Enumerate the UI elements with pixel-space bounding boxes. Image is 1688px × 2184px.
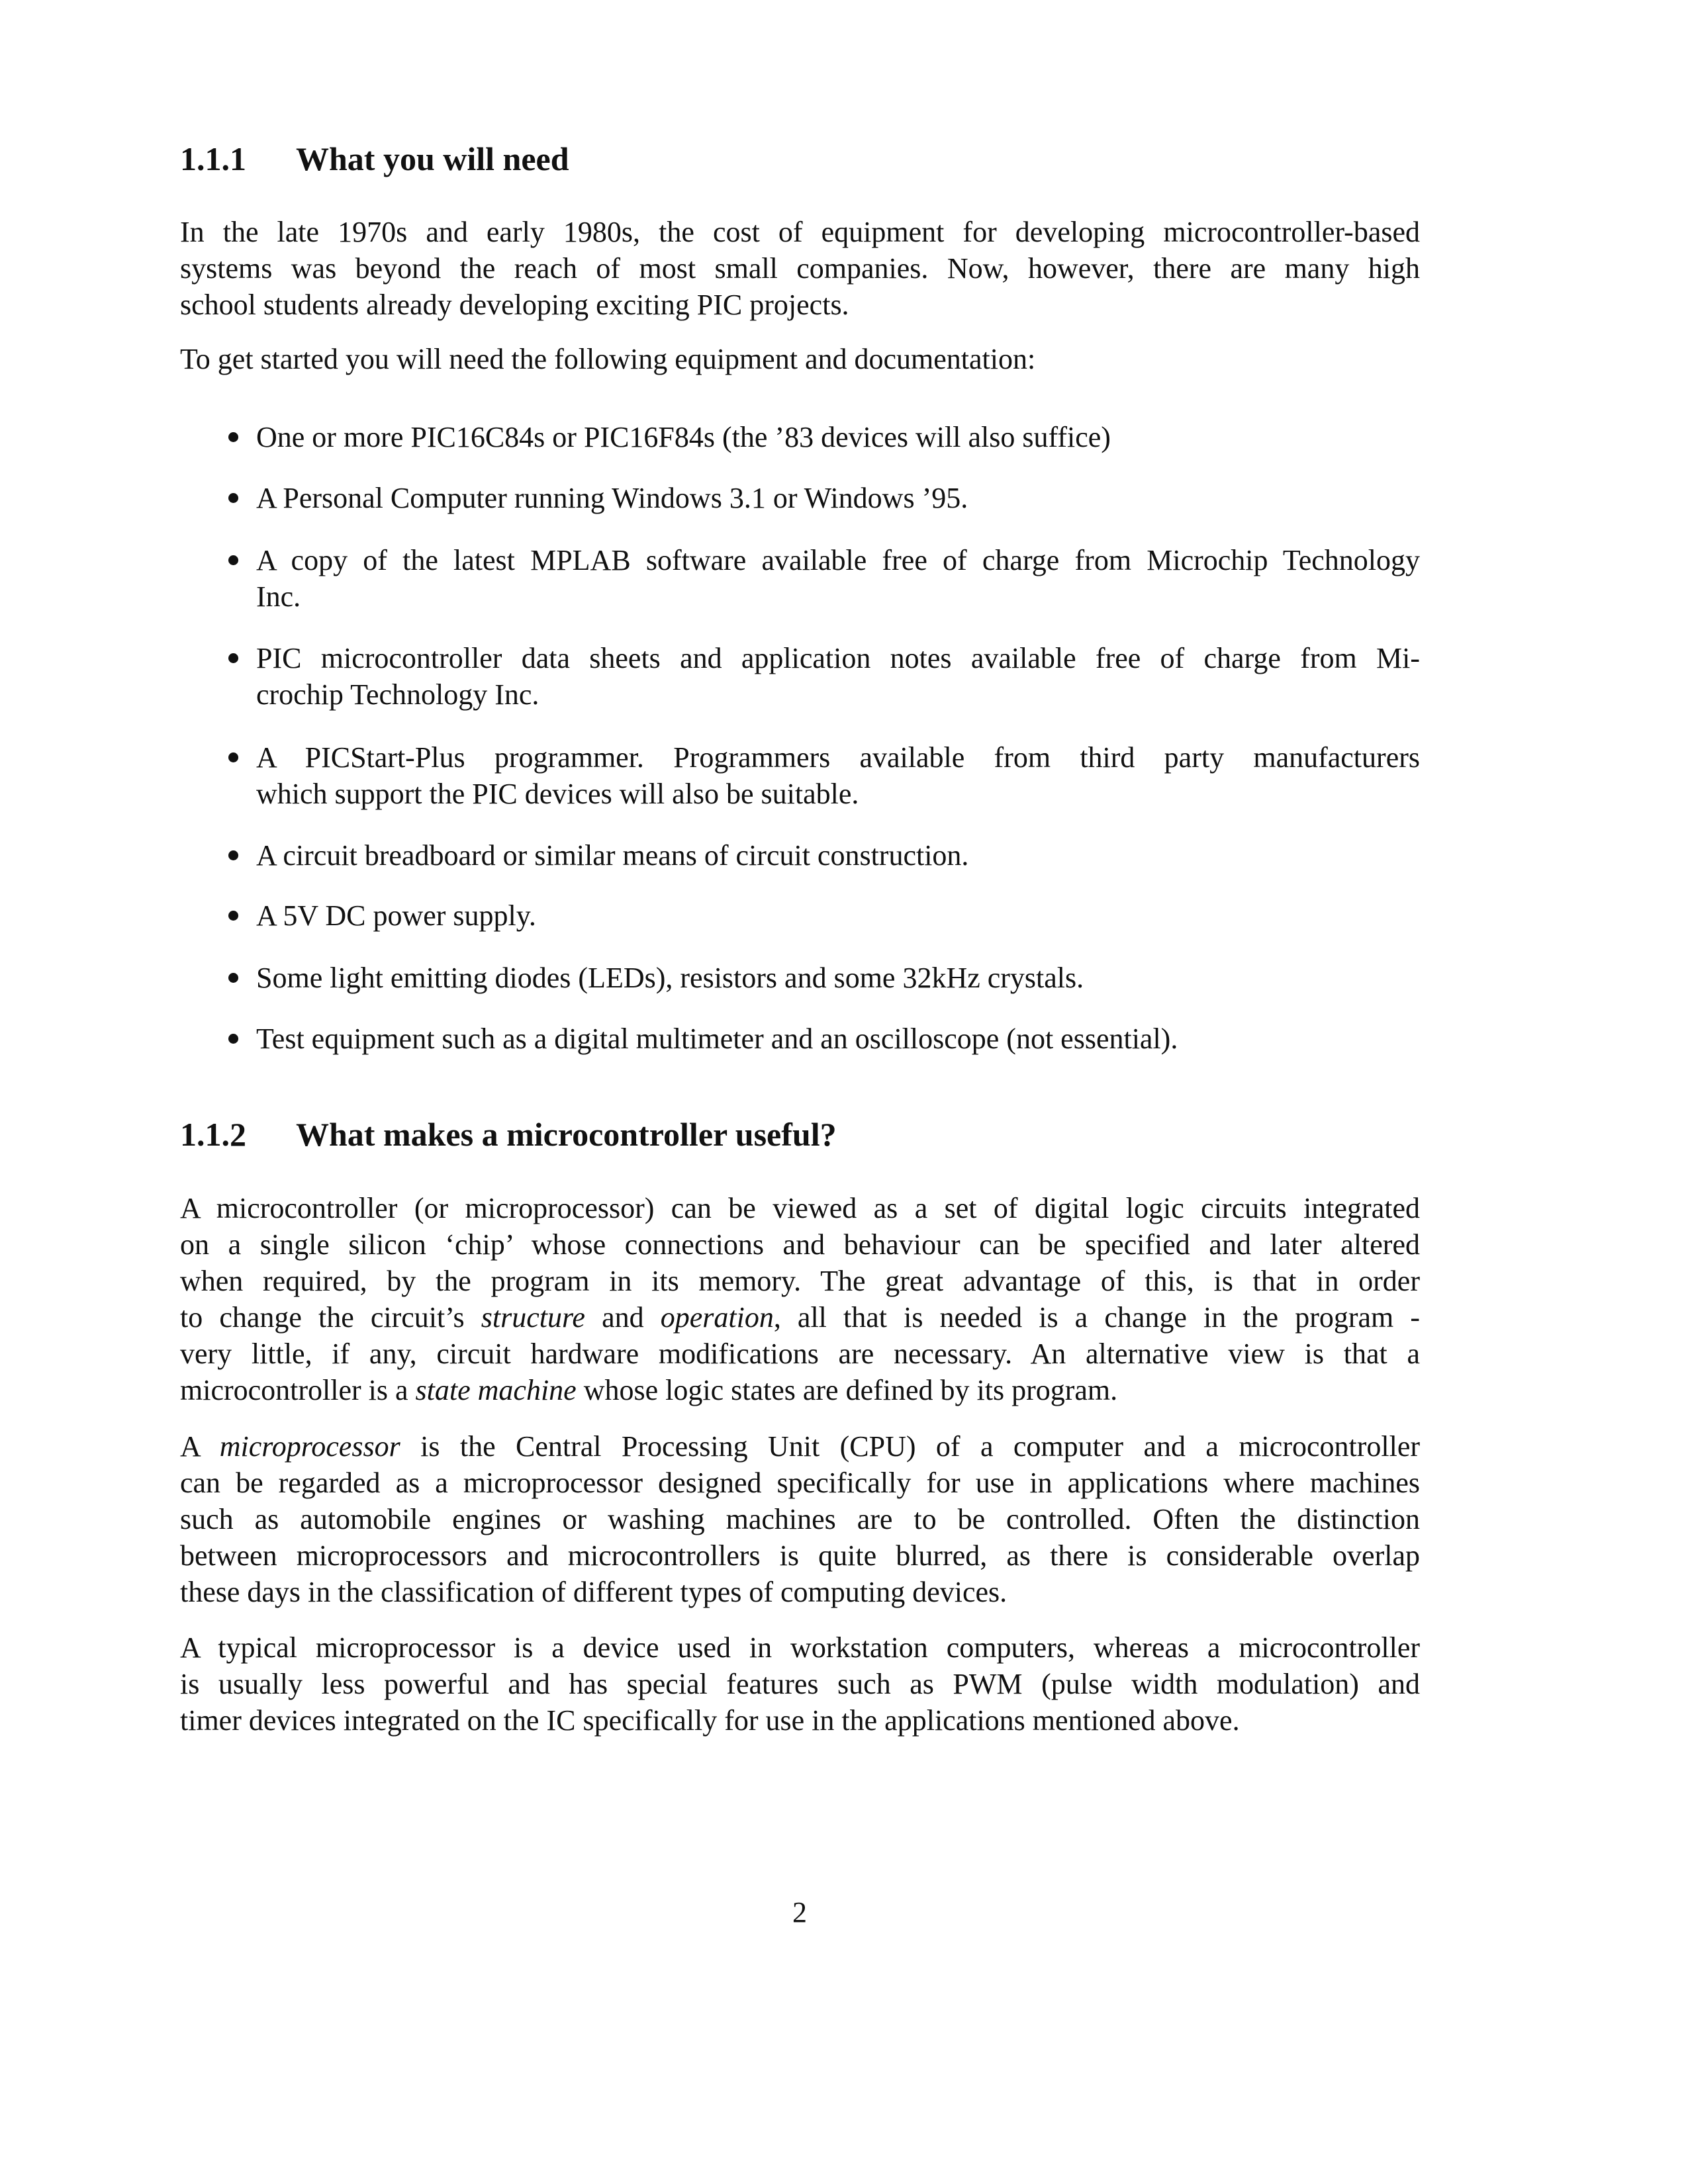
- text-line: [256, 837, 1420, 874]
- bullet-list-item: [256, 480, 1420, 516]
- text-line: [180, 1702, 1420, 1739]
- text-run: Inc.: [256, 580, 301, 613]
- text-run: A Personal Computer running Windows 3.1 or Windows ’95.: [256, 482, 968, 514]
- emphasized-text: structure: [481, 1301, 585, 1334]
- text-line: [180, 1574, 1420, 1610]
- text-line: [180, 1465, 1420, 1501]
- bullet-icon: [228, 911, 238, 921]
- text-line: [180, 1226, 1420, 1263]
- bullet-icon: [228, 850, 238, 860]
- text-run: A circuit breadboard or similar means of circuit construction.: [256, 839, 969, 872]
- bullet-icon: [228, 752, 238, 762]
- text-run: A copy of the latest MPLAB software available free of charge from Microchip Technology: [256, 544, 1420, 576]
- bullet-list-item: [256, 739, 1420, 812]
- text-run: To get started you will need the following equipment and documentation:: [180, 343, 1036, 375]
- text-run: school students already developing exciting PIC projects.: [180, 289, 849, 321]
- text-line: [256, 1021, 1420, 1057]
- text-line: [256, 480, 1420, 516]
- text-line: [256, 578, 1420, 615]
- paragraph: [180, 1190, 1420, 1408]
- paragraph: [180, 214, 1420, 323]
- text-run: and: [585, 1301, 661, 1334]
- text-line: [180, 1336, 1420, 1372]
- text-line: [180, 1190, 1420, 1226]
- bullet-list-item: [256, 1021, 1420, 1057]
- text-line: [256, 640, 1420, 676]
- text-line: [256, 419, 1420, 455]
- text-line: [180, 287, 1420, 323]
- text-line: [180, 1428, 1420, 1465]
- text-run: Test equipment such as a digital multimeter and an oscilloscope (not essential).: [256, 1023, 1178, 1055]
- text-run: A: [180, 1430, 220, 1463]
- emphasized-text: operation: [660, 1301, 774, 1334]
- section-number: 1.1.2: [180, 1116, 246, 1153]
- emphasized-text: state machine: [415, 1374, 577, 1406]
- section-title: What you will need: [296, 140, 569, 177]
- text-run: these days in the classification of different types of computing devices.: [180, 1576, 1008, 1608]
- text-run: very little, if any, circuit hardware modifications are necessary. An alternative view is that a: [180, 1338, 1420, 1370]
- text-run: , all that is needed is a change in the program -: [773, 1301, 1421, 1334]
- bullet-list-item: [256, 640, 1420, 713]
- text-run: whose logic states are defined by its program.: [576, 1374, 1118, 1406]
- text-run: In the late 1970s and early 1980s, the cost of equipment for developing microcontroller-based: [180, 216, 1420, 248]
- section-heading-1-1-2: [180, 1115, 837, 1154]
- text-run: can be regarded as a microprocessor designed specifically for use in applications where machines: [180, 1467, 1420, 1499]
- section-title: What makes a microcontroller useful?: [296, 1116, 837, 1153]
- bullet-list-item: [256, 419, 1420, 455]
- bullet-list-item: [256, 897, 1420, 934]
- text-line: [180, 1629, 1420, 1666]
- bullet-icon: [228, 493, 238, 503]
- text-line: [256, 776, 1420, 812]
- section-heading-1-1-1: [180, 139, 569, 179]
- text-run: such as automobile engines or washing machines are to be controlled. Often the distinction: [180, 1503, 1420, 1535]
- text-run: A 5V DC power supply.: [256, 899, 536, 932]
- paragraph: [180, 1428, 1420, 1610]
- bullet-icon: [228, 432, 238, 442]
- paragraph: [180, 1629, 1420, 1739]
- text-run: A PICStart-Plus programmer. Programmers available from third party manufacturers: [256, 741, 1420, 774]
- text-run: when required, by the program in its memory. The great advantage of this, is that in order: [180, 1265, 1420, 1297]
- paragraph: [180, 341, 1420, 377]
- text-line: [180, 250, 1420, 287]
- bullet-icon: [228, 555, 238, 565]
- text-line: [256, 739, 1420, 776]
- text-line: [180, 214, 1420, 250]
- text-line: [180, 1666, 1420, 1702]
- text-line: [256, 960, 1420, 996]
- text-line: [180, 341, 1420, 377]
- text-line: [180, 1372, 1420, 1408]
- bullet-list-item: [256, 542, 1420, 615]
- text-run: PIC microcontroller data sheets and application notes available free of charge from Mi-: [256, 642, 1420, 674]
- text-line: [180, 1537, 1420, 1574]
- emphasized-text: microprocessor: [219, 1430, 400, 1463]
- text-run: Some light emitting diodes (LEDs), resistors and some 32kHz crystals.: [256, 962, 1084, 994]
- bullet-list-item: [256, 837, 1420, 874]
- bullet-icon: [228, 653, 238, 663]
- text-run: is the Central Processing Unit (CPU) of a computer and a microcontroller: [400, 1430, 1421, 1463]
- text-line: [180, 1299, 1420, 1336]
- text-run: between microprocessors and microcontrollers is quite blurred, as there is considerable overlap: [180, 1539, 1420, 1572]
- text-run: on a single silicon ‘chip’ whose connections and behaviour can be specified and later altered: [180, 1228, 1420, 1261]
- text-line: [180, 1501, 1420, 1537]
- text-run: systems was beyond the reach of most small companies. Now, however, there are many high: [180, 252, 1420, 285]
- text-run: A microcontroller (or microprocessor) can be viewed as a set of digital logic circuits integrated: [180, 1192, 1420, 1224]
- text-run: to change the circuit’s: [180, 1301, 481, 1334]
- text-line: [180, 1263, 1420, 1299]
- bullet-icon: [228, 973, 238, 983]
- bullet-icon: [228, 1034, 238, 1044]
- text-run: crochip Technology Inc.: [256, 678, 539, 711]
- section-number: 1.1.1: [180, 140, 246, 177]
- text-line: [256, 676, 1420, 713]
- text-run: which support the PIC devices will also be suitable.: [256, 778, 859, 810]
- text-run: One or more PIC16C84s or PIC16F84s (the ’83 devices will also suffice): [256, 421, 1111, 453]
- text-run: is usually less powerful and has special features such as PWM (pulse width modulation) and: [180, 1668, 1420, 1700]
- text-run: timer devices integrated on the IC specifically for use in the applications mentioned above.: [180, 1704, 1240, 1737]
- text-line: [256, 542, 1420, 578]
- page-number: 2: [792, 1896, 807, 1929]
- bullet-list-item: [256, 960, 1420, 996]
- text-line: [256, 897, 1420, 934]
- text-run: microcontroller is a: [180, 1374, 416, 1406]
- text-run: A typical microprocessor is a device used in workstation computers, whereas a microcontroller: [180, 1631, 1420, 1664]
